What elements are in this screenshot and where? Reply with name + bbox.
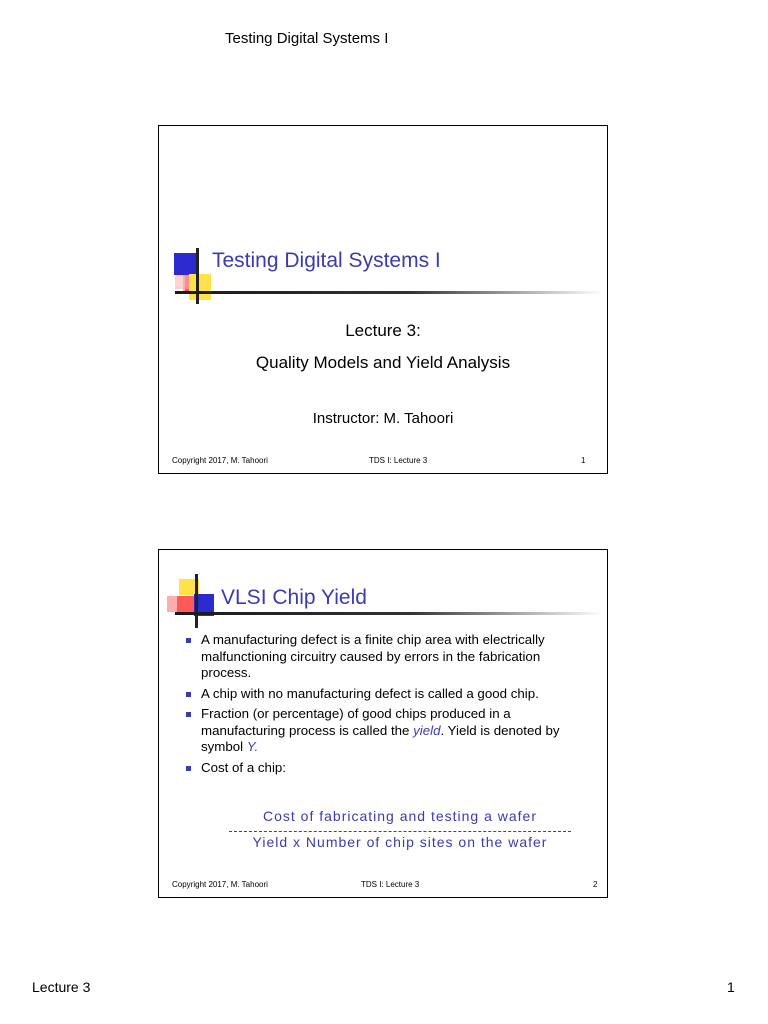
footer-copyright: Copyright 2017, M. Tahoori xyxy=(172,880,268,889)
title-divider xyxy=(175,291,603,294)
slide-2-title: VLSI Chip Yield xyxy=(221,586,367,609)
page-header: Testing Digital Systems I xyxy=(225,30,389,47)
lecture-number: Lecture 3: xyxy=(345,321,421,340)
list-item: A chip with no manufacturing defect is called a good chip. xyxy=(185,686,565,703)
footer-course: TDS I: Lecture 3 xyxy=(361,880,420,889)
bullet-list xyxy=(185,632,565,780)
fraction-line xyxy=(229,831,571,832)
slide-1 xyxy=(158,125,608,474)
formula-denominator: Yield x Number of chip sites on the wafer xyxy=(252,834,548,850)
slide-2 xyxy=(158,549,608,898)
footer-slide-number: 1 xyxy=(581,456,586,465)
page-footer-number: 1 xyxy=(727,979,735,995)
page-footer-lecture: Lecture 3 xyxy=(32,979,91,995)
title-divider xyxy=(175,612,603,615)
bullet-marker xyxy=(186,692,191,697)
footer-copyright: Copyright 2017, M. Tahoori xyxy=(172,456,268,465)
bullet-marker xyxy=(186,766,191,771)
list-item: Cost of a chip: xyxy=(185,760,565,777)
slide-1-title: Testing Digital Systems I xyxy=(212,249,441,272)
formula-numerator: Cost of fabricating and testing a wafer xyxy=(262,808,538,824)
bullet-marker xyxy=(186,712,191,717)
list-item: A manufacturing defect is a finite chip area with electrically malfunctioning circuitry caused by errors in the fabrication process. xyxy=(185,632,565,682)
lecture-subtitle: Quality Models and Yield Analysis xyxy=(255,353,511,372)
list-item: Fraction (or percentage) of good chips produced in a manufacturing process is called the yield. Yield is denoted by symbol Y. xyxy=(185,706,565,756)
bullet-marker xyxy=(186,638,191,643)
footer-course: TDS I: Lecture 3 xyxy=(369,456,428,465)
instructor-name: Instructor: M. Tahoori xyxy=(312,410,454,427)
footer-slide-number: 2 xyxy=(593,880,598,889)
